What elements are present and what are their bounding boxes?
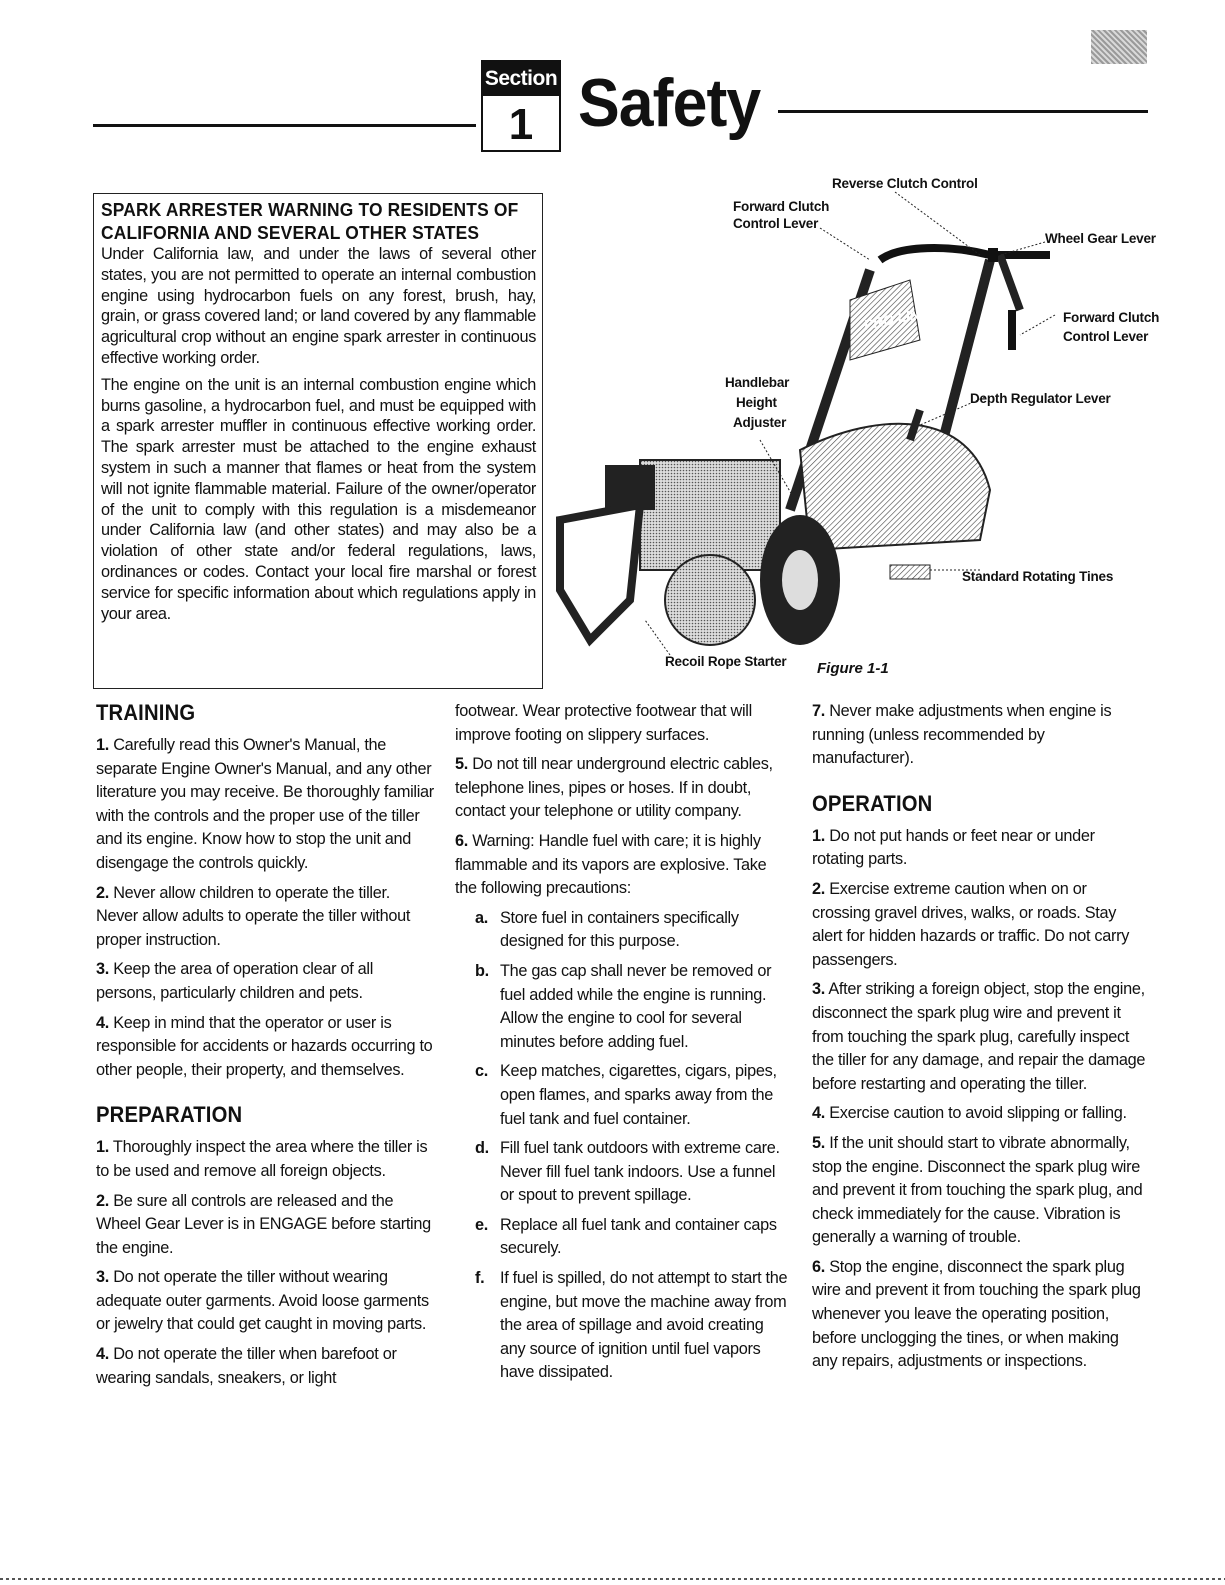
sub-item: b. The gas cap shall never be removed or fuel added while the engine is running. Allow the engine to cool for several minutes before adding fuel. bbox=[475, 961, 772, 1051]
operation-heading: OPERATION bbox=[812, 790, 933, 816]
list-item: 3. After striking a foreign object, stop the engine, disconnect the spark plug wire and prevent it from touching the spark plug, carefully inspect the tiller for any damage, and repair the damage before restarting and operating the tiller. bbox=[812, 980, 1146, 1093]
list-item: 4. Keep in mind that the operator or user is responsible for accidents or hazards occurring to other people, their property, and themselves. bbox=[96, 1013, 433, 1079]
column-left bbox=[96, 700, 436, 1396]
sub-item: f. If fuel is spilled, do not attempt to start the engine, but move the machine away from the area of spillage and avoid creating any source of ignition until fuel vapors have dissipated. bbox=[475, 1269, 788, 1382]
list-item: 5. Do not till near underground electric cables, telephone lines, pipes or hoses. If in doubt, contact your telephone or utility company. bbox=[455, 755, 773, 821]
preparation-heading: PREPARATION bbox=[96, 1102, 243, 1128]
corner-mark bbox=[1091, 30, 1147, 64]
label-handlebar: Handlebar bbox=[725, 375, 790, 390]
list-item: 7. Never make adjustments when engine is running (unless recommended by manufacturer). bbox=[812, 702, 1112, 768]
label-forward-clutch-right: Forward Clutch bbox=[1063, 310, 1160, 325]
list-item: 6. Warning: Handle fuel with care; it is highly flammable and its vapors are explosive. Take the following precautions: bbox=[455, 831, 767, 898]
label-recoil-rope-starter: Recoil Rope Starter bbox=[665, 654, 787, 669]
section-label: Section bbox=[483, 62, 559, 96]
tiller-figure bbox=[550, 160, 1180, 700]
label-forward-clutch-left-2: Control Lever bbox=[733, 216, 819, 231]
list-item: 1. Thoroughly inspect the area where the tiller is to be used and remove all foreign objects. bbox=[96, 1138, 428, 1180]
warning-title: SPARK ARRESTER WARNING TO RESIDENTS OF CALIFORNIA AND SEVERAL OTHER STATES bbox=[101, 199, 519, 243]
page-title: Safety bbox=[578, 65, 761, 141]
sub-item: d. Fill fuel tank outdoors with extreme care. Never fill fuel tank indoors. Use a funnel or spout to prevent spillage. bbox=[475, 1139, 780, 1205]
label-handlebar-height: Height bbox=[736, 395, 777, 410]
sub-item: e. Replace all fuel tank and container caps securely. bbox=[475, 1215, 777, 1258]
warning-paragraph: The engine on the unit is an internal combustion engine which burns gasoline, a hydrocarbon fuel, and must be equipped with a spark arrester muffler in continuous effective working order. The spark arrester must be attached to the engine exhaust system in such a manner that flames or heat from the system will not ignite flammable material. Failure of the owner/operator of the unit to comply with this regulation is a misdemeanor under California law (and other states) and may also be a violation of other state and/or federal regulations, laws, ordinances or codes. Contact your local fire marshal or forest service for specific information about which regulations apply in your area. bbox=[101, 375, 536, 623]
label-depth-regulator-lever: Depth Regulator Lever bbox=[970, 391, 1111, 406]
list-item: 4. Do not operate the tiller when barefoot or wearing sandals, sneakers, or light bbox=[96, 1345, 397, 1387]
sub-item: a. Store fuel in containers specifically designed for this purpose. bbox=[475, 908, 739, 951]
warning-paragraph: Under California law, and under the laws of several other states, you are not permitted to operate an internal combustion engine using hydrocarbon fuels on any forest, brush, hay, grain, or grass covered land; or land covered by any flammable agricultural crop without an engine spark arrester in continuous effective working order. bbox=[101, 245, 536, 367]
label-forward-clutch-left: Forward Clutch bbox=[733, 199, 830, 214]
list-item: 4. Exercise caution to avoid slipping or falling. bbox=[812, 1104, 1127, 1123]
list-item: 3. Keep the area of operation clear of all persons, particularly children and pets. bbox=[96, 960, 374, 1002]
figure-caption: Figure 1-1 bbox=[817, 660, 889, 677]
bottom-border bbox=[0, 1578, 1225, 1580]
sub-item: c. Keep matches, cigarettes, cigars, pipes, open flames, and sparks away from the fuel tank and fuel container. bbox=[475, 1062, 777, 1128]
list-item: 2. Never allow children to operate the tiller. Never allow adults to operate the tiller without proper instruction. bbox=[96, 883, 411, 949]
svg-text:PRO LINE: PRO LINE bbox=[862, 303, 931, 333]
list-item: 2. Exercise extreme caution when on or crossing gravel drives, walks, or roads. Stay alert for hidden hazards or traffic. Do not carry passengers. bbox=[812, 879, 1130, 969]
list-item: 6. Stop the engine, disconnect the spark plug wire and prevent it from touching the spark plug whenever you leave the operating position, before unclogging the tines, or when making any repairs, adjustments or inspections. bbox=[812, 1257, 1141, 1371]
list-item: 2. Be sure all controls are released and the Wheel Gear Lever is in ENGAGE before starting the engine. bbox=[96, 1191, 431, 1257]
list-item: 1. Do not put hands or feet near or under rotating parts. bbox=[812, 826, 1095, 869]
section-number: 1 bbox=[508, 100, 534, 149]
spark-arrester-warning bbox=[93, 193, 543, 689]
section-badge bbox=[481, 60, 561, 152]
header-rule-right bbox=[778, 110, 1148, 113]
label-reverse-clutch-control: Reverse Clutch Control bbox=[832, 176, 978, 191]
label-handlebar-adjuster: Adjuster bbox=[733, 415, 787, 430]
list-item: 1. Carefully read this Owner's Manual, the separate Engine Owner's Manual, and any other literature you may receive. Be thoroughly familiar with the controls and the proper use of the tiller and its engine. Know how to stop the unit and disengage the controls quickly. bbox=[96, 736, 434, 872]
continuation-text: footwear. Wear protective footwear that will improve footing on slippery surfaces. bbox=[455, 702, 752, 744]
header-rule-left bbox=[93, 124, 476, 127]
list-item: 5. If the unit should start to vibrate abnormally, stop the engine. Disconnect the spark plug wire and prevent it from touching the spark plug, and check immediately for the cause. Vibration is generally a warning of trouble. bbox=[812, 1133, 1143, 1247]
label-forward-clutch-right-2: Control Lever bbox=[1063, 329, 1149, 344]
training-heading: TRAINING bbox=[96, 700, 196, 725]
label-standard-rotating-tines: Standard Rotating Tines bbox=[962, 569, 1114, 584]
column-right bbox=[812, 700, 1147, 1380]
label-wheel-gear-lever: Wheel Gear Lever bbox=[1045, 231, 1156, 246]
list-item: 3. Do not operate the tiller without wearing adequate outer garments. Avoid loose garments or jewelry that could get caught in moving parts. bbox=[96, 1268, 429, 1334]
column-middle bbox=[455, 700, 790, 1391]
